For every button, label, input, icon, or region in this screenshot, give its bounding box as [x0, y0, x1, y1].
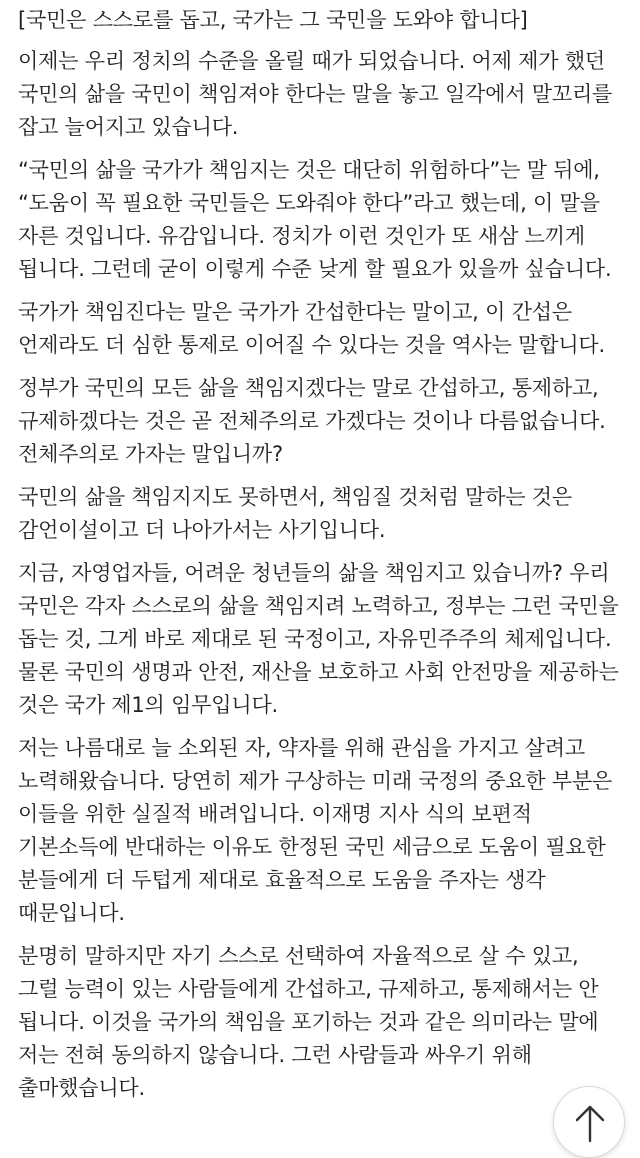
paragraph-2: “국민의 삶을 국가가 책임지는 것은 대단히 위험하다”는 말 뒤에, “도움이 꼭 필요한 국민들은 도와줘야 한다”라고 했는데, 이 말을 자른 것입니다. 유감입니다. 정치가 이런 것인가 또 새삼 느끼게 됩니다. 그런데 굳이 이렇게 수준 낮게 할 필요가 있을까 싶습니다. [18, 158, 612, 281]
paragraph-4: 정부가 국민의 모든 삶을 책임지겠다는 말로 간섭하고, 통제하고, 규제하겠다는 것은 곧 전체주의로 가겠다는 것이나 다름없습니다. 전체주의로 가자는 말입니까? [18, 376, 606, 466]
arrow-up-icon [574, 1103, 606, 1143]
paragraph-1: 이제는 우리 정치의 수준을 올릴 때가 되었습니다. 어제 제가 했던 국민의 삶을 국민이 책임져야 한다는 말을 놓고 일각에서 말꼬리를 잡고 늘어지고 있습니다. [18, 49, 613, 139]
article-title: [국민은 스스로를 돕고, 국가는 그 국민을 도와야 합니다] [18, 8, 528, 32]
paragraph-5: 국민의 삶을 책임지지도 못하면서, 책임질 것처럼 말하는 것은 감언이설이고 더 나아가서는 사기입니다. [18, 485, 572, 542]
paragraph-8: 분명히 말하지만 자기 스스로 선택하여 자율적으로 살 수 있고, 그럴 능력이 있는 사람들에게 간섭하고, 규제하고, 통제해서는 안 됩니다. 이것을 국가의 책임을 포기하는 것과 같은 의미라는 말에 저는 전혀 동의하지 않습니다. 그런 사람들과 싸우기 위해 출마했습니다. [18, 944, 599, 1100]
paragraph-7: 저는 나름대로 늘 소외된 자, 약자를 위해 관심을 가지고 살려고 노력해왔습니다. 당연히 제가 구상하는 미래 국정의 중요한 부분은 이들을 위한 실질적 배려입니다. 이재명 지사 식의 보편적 기본소득에 반대하는 이유도 한정된 국민 세금으로 도움이 필요한 분들에게 더 두텁게 제대로 효율적으로 도움을 주자는 생각 때문입니다. [18, 736, 613, 925]
paragraph-6: 지금, 자영업자들, 어려운 청년들의 삶을 책임지고 있습니까? 우리 국민은 각자 스스로의 삶을 책임지려 노력하고, 정부는 그런 국민을 돕는 것, 그게 바로 제대로 된 국정이고, 자유민주주의 체제입니다. 물론 국민의 생명과 안전, 재산을 보호하고 사회 안전망을 제공하는 것은 국가 제1의 임무입니다. [18, 561, 619, 717]
article-body [18, 4, 624, 1115]
scroll-to-top-button[interactable] [553, 1086, 625, 1158]
paragraph-3: 국가가 책임진다는 말은 국가가 간섭한다는 말이고, 이 간섭은 언제라도 더 심한 통제로 이어질 수 있다는 것을 역사는 말합니다. [18, 300, 605, 357]
